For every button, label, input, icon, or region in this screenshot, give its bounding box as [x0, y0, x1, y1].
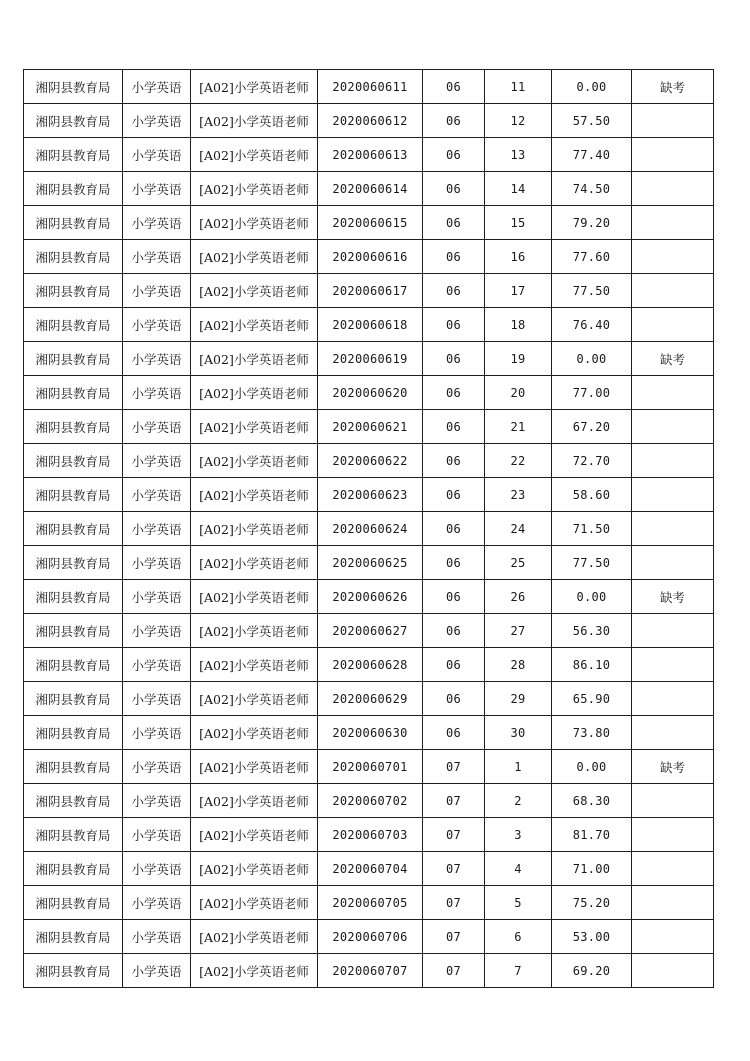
cell-post: [A02]小学英语老师 [191, 104, 318, 138]
cell-remark [632, 478, 714, 512]
cell-subject: 小学英语 [123, 410, 191, 444]
cell-post: [A02]小学英语老师 [191, 852, 318, 886]
cell-score: 72.70 [552, 444, 632, 478]
table-row [24, 954, 714, 988]
cell-subject: 小学英语 [123, 750, 191, 784]
cell-seat-number: 26 [485, 580, 552, 614]
cell-post: [A02]小学英语老师 [191, 886, 318, 920]
cell-ticket-number: 2020060705 [318, 886, 423, 920]
cell-department: 湘阴县教育局 [24, 104, 123, 138]
cell-remark [632, 274, 714, 308]
cell-seat-number: 27 [485, 614, 552, 648]
cell-exam-room: 06 [423, 546, 485, 580]
cell-subject: 小学英语 [123, 920, 191, 954]
cell-remark [632, 920, 714, 954]
cell-remark [632, 682, 714, 716]
cell-seat-number: 21 [485, 410, 552, 444]
cell-score: 77.00 [552, 376, 632, 410]
cell-post: [A02]小学英语老师 [191, 206, 318, 240]
cell-seat-number: 7 [485, 954, 552, 988]
cell-exam-room: 06 [423, 478, 485, 512]
cell-exam-room: 06 [423, 648, 485, 682]
cell-exam-room: 06 [423, 70, 485, 104]
cell-department: 湘阴县教育局 [24, 682, 123, 716]
cell-department: 湘阴县教育局 [24, 954, 123, 988]
cell-subject: 小学英语 [123, 546, 191, 580]
cell-remark [632, 172, 714, 206]
table-row [24, 240, 714, 274]
cell-department: 湘阴县教育局 [24, 240, 123, 274]
cell-ticket-number: 2020060615 [318, 206, 423, 240]
cell-seat-number: 14 [485, 172, 552, 206]
cell-department: 湘阴县教育局 [24, 750, 123, 784]
cell-department: 湘阴县教育局 [24, 920, 123, 954]
cell-score: 0.00 [552, 750, 632, 784]
cell-department: 湘阴县教育局 [24, 716, 123, 750]
cell-remark [632, 444, 714, 478]
cell-department: 湘阴县教育局 [24, 70, 123, 104]
table-row [24, 682, 714, 716]
cell-remark [632, 240, 714, 274]
cell-department: 湘阴县教育局 [24, 852, 123, 886]
cell-post: [A02]小学英语老师 [191, 954, 318, 988]
cell-remark [632, 954, 714, 988]
cell-post: [A02]小学英语老师 [191, 580, 318, 614]
table-row [24, 342, 714, 376]
cell-subject: 小学英语 [123, 342, 191, 376]
cell-ticket-number: 2020060629 [318, 682, 423, 716]
cell-score: 73.80 [552, 716, 632, 750]
cell-remark [632, 206, 714, 240]
cell-exam-room: 07 [423, 784, 485, 818]
cell-score: 58.60 [552, 478, 632, 512]
cell-exam-room: 06 [423, 240, 485, 274]
cell-post: [A02]小学英语老师 [191, 342, 318, 376]
cell-post: [A02]小学英语老师 [191, 70, 318, 104]
table-row [24, 920, 714, 954]
cell-exam-room: 06 [423, 172, 485, 206]
cell-ticket-number: 2020060621 [318, 410, 423, 444]
cell-ticket-number: 2020060704 [318, 852, 423, 886]
cell-seat-number: 16 [485, 240, 552, 274]
table-row [24, 70, 714, 104]
cell-seat-number: 29 [485, 682, 552, 716]
cell-exam-room: 06 [423, 444, 485, 478]
cell-subject: 小学英语 [123, 376, 191, 410]
cell-exam-room: 07 [423, 818, 485, 852]
cell-score: 77.50 [552, 546, 632, 580]
cell-score: 77.50 [552, 274, 632, 308]
cell-department: 湘阴县教育局 [24, 818, 123, 852]
cell-department: 湘阴县教育局 [24, 138, 123, 172]
table-row [24, 478, 714, 512]
cell-ticket-number: 2020060701 [318, 750, 423, 784]
table-row [24, 580, 714, 614]
table-row [24, 546, 714, 580]
cell-exam-room: 07 [423, 920, 485, 954]
table-row [24, 750, 714, 784]
cell-remark [632, 308, 714, 342]
cell-remark [632, 546, 714, 580]
cell-remark [632, 716, 714, 750]
cell-exam-room: 06 [423, 308, 485, 342]
cell-score: 65.90 [552, 682, 632, 716]
cell-score: 68.30 [552, 784, 632, 818]
table-row [24, 818, 714, 852]
cell-remark [632, 410, 714, 444]
table-row [24, 376, 714, 410]
cell-post: [A02]小学英语老师 [191, 240, 318, 274]
cell-remark [632, 104, 714, 138]
table-row [24, 138, 714, 172]
cell-seat-number: 6 [485, 920, 552, 954]
cell-score: 57.50 [552, 104, 632, 138]
cell-exam-room: 06 [423, 410, 485, 444]
table-row [24, 614, 714, 648]
cell-post: [A02]小学英语老师 [191, 478, 318, 512]
cell-subject: 小学英语 [123, 784, 191, 818]
cell-ticket-number: 2020060612 [318, 104, 423, 138]
cell-department: 湘阴县教育局 [24, 172, 123, 206]
cell-post: [A02]小学英语老师 [191, 920, 318, 954]
cell-exam-room: 06 [423, 512, 485, 546]
cell-seat-number: 3 [485, 818, 552, 852]
cell-seat-number: 25 [485, 546, 552, 580]
cell-seat-number: 20 [485, 376, 552, 410]
cell-score: 75.20 [552, 886, 632, 920]
cell-department: 湘阴县教育局 [24, 376, 123, 410]
cell-exam-room: 07 [423, 954, 485, 988]
cell-department: 湘阴县教育局 [24, 648, 123, 682]
cell-subject: 小学英语 [123, 104, 191, 138]
table-row [24, 444, 714, 478]
cell-post: [A02]小学英语老师 [191, 682, 318, 716]
cell-subject: 小学英语 [123, 852, 191, 886]
table-row [24, 308, 714, 342]
cell-post: [A02]小学英语老师 [191, 444, 318, 478]
cell-score: 86.10 [552, 648, 632, 682]
cell-subject: 小学英语 [123, 886, 191, 920]
cell-score: 71.50 [552, 512, 632, 546]
cell-ticket-number: 2020060613 [318, 138, 423, 172]
table-body [24, 70, 714, 988]
cell-exam-room: 06 [423, 682, 485, 716]
cell-ticket-number: 2020060624 [318, 512, 423, 546]
cell-subject: 小学英语 [123, 138, 191, 172]
cell-score: 67.20 [552, 410, 632, 444]
cell-remark [632, 376, 714, 410]
cell-subject: 小学英语 [123, 716, 191, 750]
cell-ticket-number: 2020060625 [318, 546, 423, 580]
cell-subject: 小学英语 [123, 308, 191, 342]
cell-ticket-number: 2020060702 [318, 784, 423, 818]
cell-subject: 小学英语 [123, 444, 191, 478]
cell-seat-number: 19 [485, 342, 552, 376]
cell-score: 77.40 [552, 138, 632, 172]
cell-post: [A02]小学英语老师 [191, 750, 318, 784]
table-row [24, 648, 714, 682]
cell-seat-number: 22 [485, 444, 552, 478]
cell-subject: 小学英语 [123, 614, 191, 648]
cell-seat-number: 2 [485, 784, 552, 818]
cell-ticket-number: 2020060626 [318, 580, 423, 614]
cell-score: 76.40 [552, 308, 632, 342]
cell-remark [632, 614, 714, 648]
cell-department: 湘阴县教育局 [24, 308, 123, 342]
cell-department: 湘阴县教育局 [24, 614, 123, 648]
cell-post: [A02]小学英语老师 [191, 614, 318, 648]
cell-exam-room: 06 [423, 104, 485, 138]
cell-ticket-number: 2020060614 [318, 172, 423, 206]
cell-seat-number: 12 [485, 104, 552, 138]
table-row [24, 852, 714, 886]
cell-score: 81.70 [552, 818, 632, 852]
cell-score: 56.30 [552, 614, 632, 648]
table-row [24, 512, 714, 546]
cell-department: 湘阴县教育局 [24, 478, 123, 512]
cell-exam-room: 06 [423, 614, 485, 648]
cell-remark [632, 818, 714, 852]
cell-subject: 小学英语 [123, 954, 191, 988]
cell-exam-room: 06 [423, 580, 485, 614]
cell-department: 湘阴县教育局 [24, 784, 123, 818]
cell-score: 0.00 [552, 342, 632, 376]
cell-seat-number: 13 [485, 138, 552, 172]
cell-remark [632, 784, 714, 818]
cell-exam-room: 06 [423, 342, 485, 376]
table-row [24, 784, 714, 818]
cell-ticket-number: 2020060611 [318, 70, 423, 104]
cell-ticket-number: 2020060618 [318, 308, 423, 342]
cell-post: [A02]小学英语老师 [191, 274, 318, 308]
cell-score: 0.00 [552, 580, 632, 614]
table-row [24, 206, 714, 240]
cell-department: 湘阴县教育局 [24, 410, 123, 444]
cell-ticket-number: 2020060617 [318, 274, 423, 308]
cell-subject: 小学英语 [123, 274, 191, 308]
cell-remark [632, 512, 714, 546]
cell-ticket-number: 2020060623 [318, 478, 423, 512]
cell-department: 湘阴县教育局 [24, 274, 123, 308]
cell-post: [A02]小学英语老师 [191, 376, 318, 410]
table-row [24, 104, 714, 138]
cell-subject: 小学英语 [123, 206, 191, 240]
cell-subject: 小学英语 [123, 478, 191, 512]
cell-department: 湘阴县教育局 [24, 444, 123, 478]
cell-score: 79.20 [552, 206, 632, 240]
cell-seat-number: 5 [485, 886, 552, 920]
cell-ticket-number: 2020060707 [318, 954, 423, 988]
cell-subject: 小学英语 [123, 172, 191, 206]
cell-department: 湘阴县教育局 [24, 206, 123, 240]
cell-remark [632, 852, 714, 886]
cell-remark: 缺考 [632, 70, 714, 104]
cell-ticket-number: 2020060622 [318, 444, 423, 478]
cell-subject: 小学英语 [123, 580, 191, 614]
cell-seat-number: 4 [485, 852, 552, 886]
cell-exam-room: 06 [423, 716, 485, 750]
cell-remark: 缺考 [632, 750, 714, 784]
cell-exam-room: 07 [423, 886, 485, 920]
cell-post: [A02]小学英语老师 [191, 308, 318, 342]
cell-post: [A02]小学英语老师 [191, 818, 318, 852]
cell-seat-number: 30 [485, 716, 552, 750]
cell-subject: 小学英语 [123, 648, 191, 682]
cell-remark: 缺考 [632, 342, 714, 376]
cell-department: 湘阴县教育局 [24, 886, 123, 920]
cell-ticket-number: 2020060619 [318, 342, 423, 376]
cell-remark [632, 648, 714, 682]
cell-ticket-number: 2020060616 [318, 240, 423, 274]
cell-seat-number: 23 [485, 478, 552, 512]
cell-ticket-number: 2020060628 [318, 648, 423, 682]
cell-post: [A02]小学英语老师 [191, 716, 318, 750]
table-row [24, 172, 714, 206]
cell-score: 0.00 [552, 70, 632, 104]
cell-ticket-number: 2020060620 [318, 376, 423, 410]
cell-subject: 小学英语 [123, 512, 191, 546]
cell-seat-number: 24 [485, 512, 552, 546]
table-row [24, 410, 714, 444]
cell-post: [A02]小学英语老师 [191, 512, 318, 546]
cell-seat-number: 15 [485, 206, 552, 240]
cell-department: 湘阴县教育局 [24, 342, 123, 376]
cell-post: [A02]小学英语老师 [191, 138, 318, 172]
cell-score: 74.50 [552, 172, 632, 206]
cell-exam-room: 07 [423, 852, 485, 886]
cell-seat-number: 18 [485, 308, 552, 342]
cell-post: [A02]小学英语老师 [191, 784, 318, 818]
cell-seat-number: 28 [485, 648, 552, 682]
cell-score: 69.20 [552, 954, 632, 988]
cell-ticket-number: 2020060703 [318, 818, 423, 852]
cell-ticket-number: 2020060627 [318, 614, 423, 648]
cell-post: [A02]小学英语老师 [191, 410, 318, 444]
cell-post: [A02]小学英语老师 [191, 648, 318, 682]
exam-score-table [23, 69, 714, 988]
cell-exam-room: 06 [423, 376, 485, 410]
cell-subject: 小学英语 [123, 240, 191, 274]
cell-post: [A02]小学英语老师 [191, 172, 318, 206]
cell-remark [632, 138, 714, 172]
cell-subject: 小学英语 [123, 682, 191, 716]
cell-exam-room: 06 [423, 206, 485, 240]
cell-subject: 小学英语 [123, 70, 191, 104]
cell-ticket-number: 2020060630 [318, 716, 423, 750]
cell-department: 湘阴县教育局 [24, 512, 123, 546]
cell-ticket-number: 2020060706 [318, 920, 423, 954]
cell-department: 湘阴县教育局 [24, 580, 123, 614]
cell-exam-room: 06 [423, 274, 485, 308]
cell-exam-room: 06 [423, 138, 485, 172]
cell-seat-number: 11 [485, 70, 552, 104]
cell-exam-room: 07 [423, 750, 485, 784]
table-row [24, 886, 714, 920]
cell-seat-number: 17 [485, 274, 552, 308]
cell-seat-number: 1 [485, 750, 552, 784]
cell-subject: 小学英语 [123, 818, 191, 852]
table-row [24, 716, 714, 750]
cell-post: [A02]小学英语老师 [191, 546, 318, 580]
cell-score: 53.00 [552, 920, 632, 954]
cell-remark [632, 886, 714, 920]
cell-score: 77.60 [552, 240, 632, 274]
cell-score: 71.00 [552, 852, 632, 886]
cell-remark: 缺考 [632, 580, 714, 614]
table-row [24, 274, 714, 308]
cell-department: 湘阴县教育局 [24, 546, 123, 580]
